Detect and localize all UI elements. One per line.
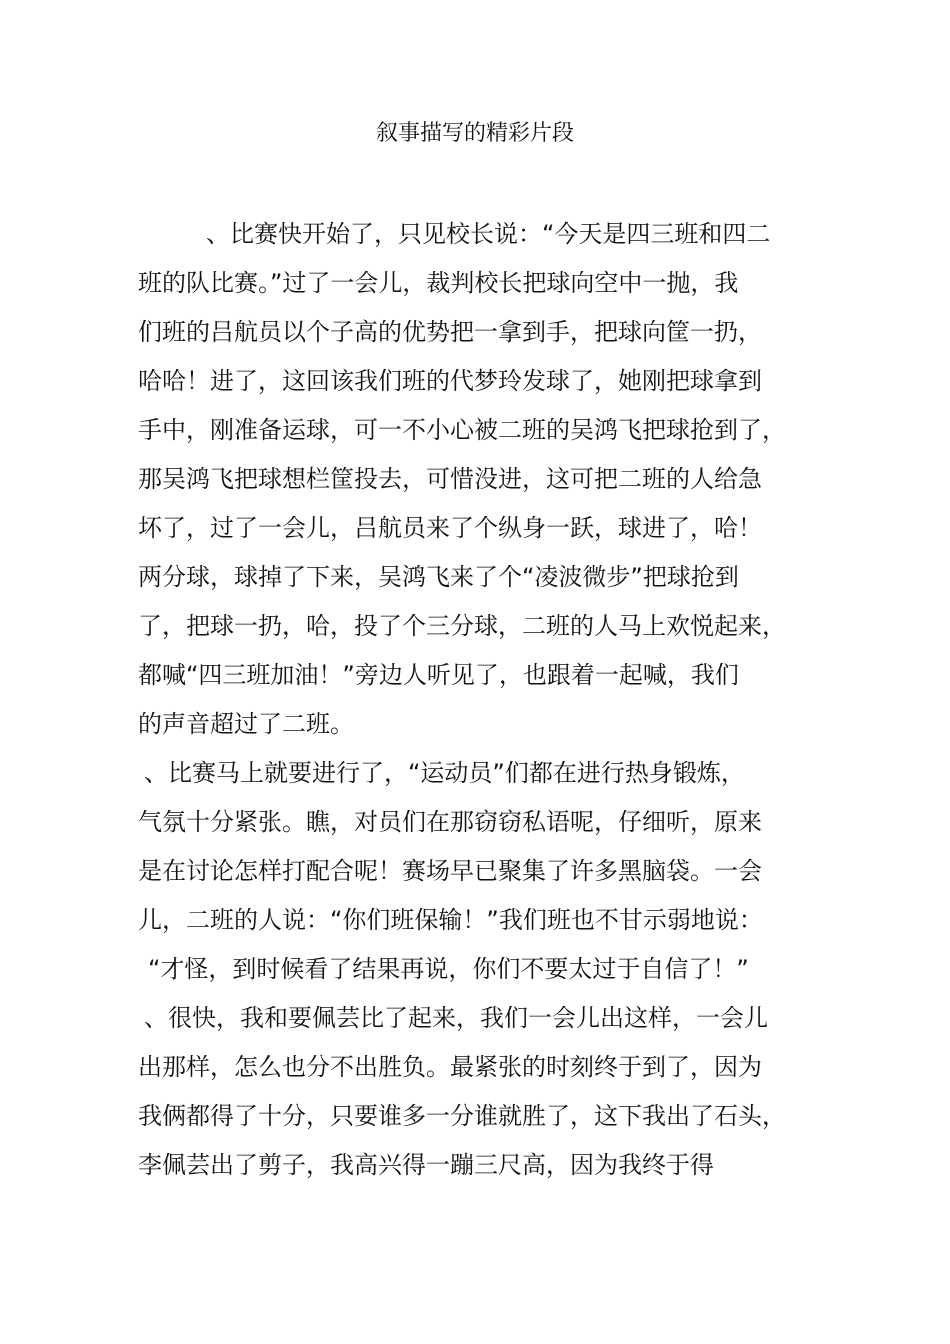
text-line: 班的队比赛。”过了一会儿，裁判校长把球向空中一抛，我 (138, 269, 739, 297)
text-line: 那吴鸿飞把球想栏筐投去，可惜没进，这可把二班的人给急 (138, 465, 762, 493)
text-line: 我俩都得了十分，只要谁多一分谁就胜了，这下我出了石头， (138, 1102, 786, 1130)
paragraph-rock-paper-scissors (138, 994, 828, 1190)
text-line: 李佩芸出了剪子，我高兴得一蹦三尺高，因为我终于得 (138, 1151, 714, 1179)
text-line: 气氛十分紧张。瞧，对员们在那窃窃私语呢，仔细听，原来 (138, 808, 762, 836)
text-line: 们班的吕航员以个子高的优势把一拿到手，把球向筐一扔， (138, 318, 762, 346)
document-title: 叙事描写的精彩片段 (375, 121, 574, 146)
document-body (138, 210, 828, 1190)
text-line: 了，把球一扔，哈，投了个三分球，二班的人马上欢悦起来， (138, 612, 786, 640)
text-line: 、比赛快开始了，只见校长说：“今天是四三班和四二 (206, 220, 771, 248)
text-line: 是在讨论怎样打配合呢！赛场早已聚集了许多黑脑袋。一会 (138, 857, 762, 885)
text-line: 出那样，怎么也分不出胜负。最紧张的时刻终于到了，因为 (138, 1053, 762, 1081)
text-line: “才怪，到时候看了结果再说，你们不要太过于自信了！” (148, 955, 749, 983)
text-line: 都喊“四三班加油！”旁边人听见了，也跟着一起喊，我们 (138, 661, 739, 689)
text-line: 手中，刚准备运球，可一不小心被二班的吴鸿飞把球抢到了， (138, 416, 786, 444)
text-line: 两分球，球掉了下来，吴鸿飞来了个“凌波微步”把球抢到 (138, 563, 739, 591)
text-line: 坏了，过了一会儿，吕航员来了个纵身一跃，球进了，哈！ (138, 514, 762, 542)
paragraph-basketball-match (138, 210, 828, 749)
text-line: 哈哈！进了，这回该我们班的代梦玲发球了，她刚把球拿到 (138, 367, 762, 395)
text-line: 的声音超过了二班。 (138, 710, 354, 738)
text-line: 、很快，我和要佩芸比了起来，我们一会儿出这样，一会儿 (144, 1004, 768, 1032)
text-line: 儿，二班的人说：“你们班保输！”我们班也不甘示弱地说： (138, 906, 763, 934)
text-line: 、比赛马上就要进行了，“运动员”们都在进行热身锻炼， (144, 759, 745, 787)
paragraph-before-match (138, 749, 828, 994)
